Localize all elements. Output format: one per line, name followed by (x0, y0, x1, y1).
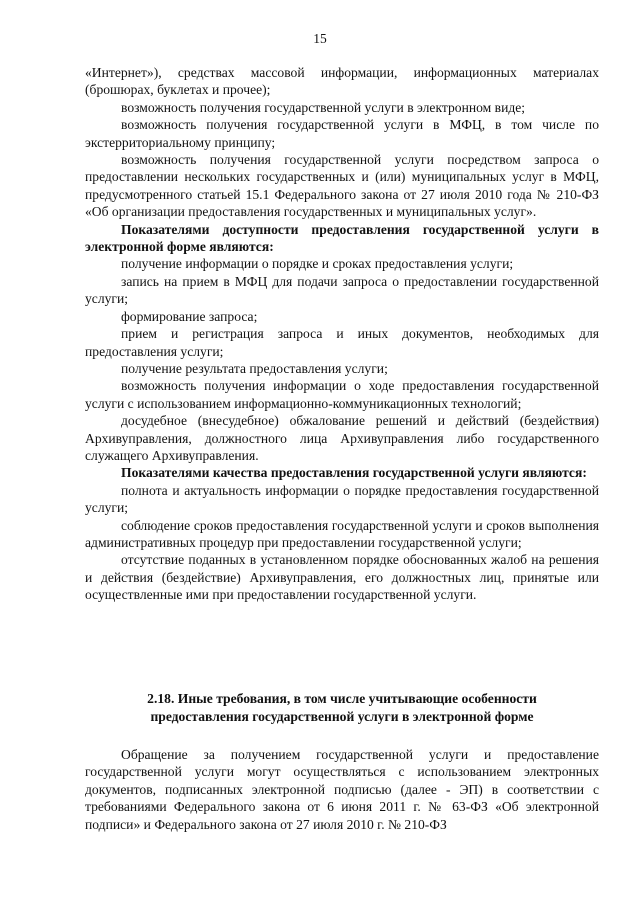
paragraph-9: прием и регистрация запроса и иных документов, необходимых для предоставления услуги; (85, 326, 599, 359)
section-heading (85, 690, 599, 726)
paragraph-4: возможность получения государственной услуги посредством запроса о предоставлении нескольких государственных и (или) муниципальных услуг в МФЦ, предусмотренного статьей 15.1 Федерального закона от 27 июля 2010 года № 210-ФЗ «Об организации предоставления государственных и муниципальных услуг». (85, 152, 599, 220)
document-body (85, 64, 599, 604)
final-paragraph: Обращение за получением государственной услуги и предоставление государственной услуги могут осуществляться с использованием электронных документов, подписанных электронной подписью (далее - ЭП) в соответствии с требованиями Федерального закона от 6 июня 2011 г. № 63-ФЗ «Об электронной подписи» и Федерального закона от 27 июля 2010 г. № 210-ФЗ (85, 747, 599, 832)
paragraph-7: запись на прием в МФЦ для подачи запроса о предоставлении государственной услуги; (85, 273, 599, 307)
paragraph-3: возможность получения государственной услуги в МФЦ, в том числе по экстерриториальному принципу; (85, 117, 599, 150)
section-heading-line-1: 2.18. Иные требования, в том числе учитывающие особенности (147, 691, 537, 706)
paragraph-14: полнота и актуальность информации о порядке предоставления государственной услуги; (85, 482, 599, 516)
paragraph-15: соблюдение сроков предоставления государственной услуги и сроков выполнения административных процедур при предоставлении государственной услуги; (85, 517, 599, 550)
paragraph-1: «Интернет»), средствах массовой информации, информационных материалах (брошюрах, буклетах и прочее); (85, 65, 599, 98)
section-heading-line-2: предоставления государственной услуги в электронной форме (150, 709, 534, 724)
paragraph-10: получение результата предоставления услуги; (121, 360, 388, 376)
paragraph-2: возможность получения государственной услуги в электронном виде; (121, 99, 526, 115)
paragraph-8: формирование запроса; (121, 308, 258, 324)
accessibility-indicators-heading: Показателями доступности предоставления государственной услуги в электронной форме являются: (85, 221, 599, 255)
document-body-continued (85, 746, 599, 833)
paragraph-12: досудебное (внесудебное) обжалование решений и действий (бездействия) Архивуправления, должностного лица Архивуправления либо государственного служащего Архивуправления. (85, 413, 599, 463)
paragraph-6: получение информации о порядке и сроках предоставления услуги; (121, 256, 514, 272)
quality-indicators-heading: Показателями качества предоставления государственной услуги являются: (121, 465, 587, 481)
paragraph-11: возможность получения информации о ходе предоставления государственной услуги с использованием информационно-коммуникационных технологий; (85, 378, 599, 411)
paragraph-16: отсутствие поданных в установленном порядке обоснованных жалоб на решения и действия (бездействие) Архивуправления, его должностных лиц, принятые или осуществленные ими при предоставлении государственной услуги. (85, 552, 599, 603)
page-number: 15 (313, 31, 327, 46)
